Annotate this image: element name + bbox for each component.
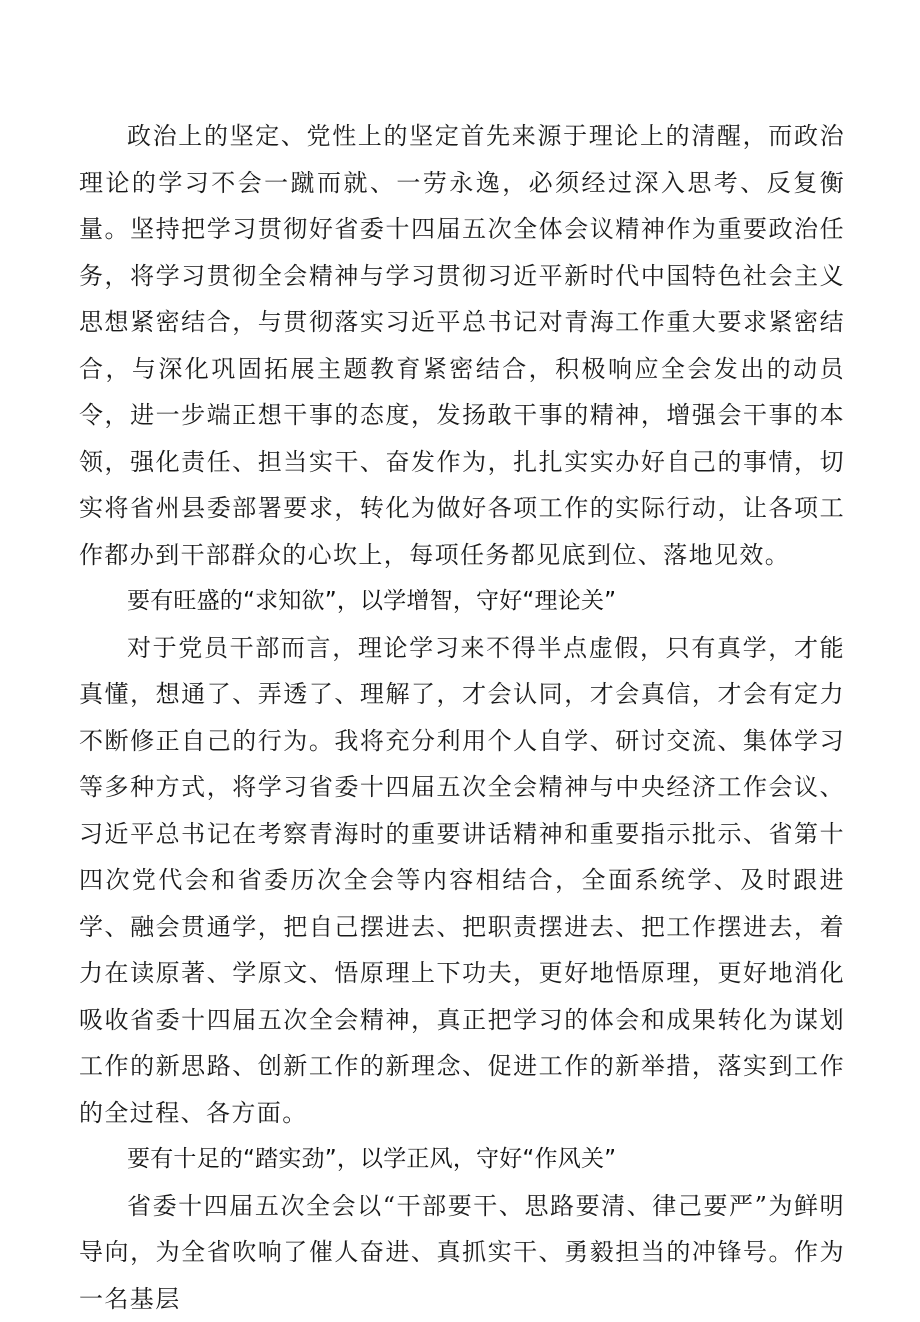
section-heading-2: 要有十足的“踏实劲”，以学正风，守好“作风关” — [79, 1136, 845, 1183]
body-paragraph-1: 政治上的坚定、党性上的坚定首先来源于理论上的清醒，而政治理论的学习不会一蹴而就、一劳永逸，必须经过深入思考、反复衡量。坚持把学习贯彻好省委十四届五次全体会议精神作为重要政治任务，将学习贯彻全会精神与学习贯彻习近平新时代中国特色社会主义思想紧密结合，与贯彻落实习近平总书记对青海工作重大要求紧密结合，与深化巩固拓展主题教育紧密结合，积极响应全会发出的动员令，进一步端正想干事的态度，发扬敢干事的精神，增强会干事的本领，强化责任、担当实干、奋发作为，扎扎实实办好自己的事情，切实将省州县委部署要求，转化为做好各项工作的实际行动，让各项工作都办到干部群众的心坎上，每项任务都见底到位、落地见效。 — [79, 113, 845, 578]
section-heading-1: 要有旺盛的“求知欲”，以学增智，守好“理论关” — [79, 578, 845, 625]
document-body — [79, 113, 845, 1322]
body-paragraph-2: 对于党员干部而言，理论学习来不得半点虚假，只有真学，才能真懂，想通了、弄透了、理解了，才会认同，才会真信，才会有定力不断修正自己的行为。我将充分利用个人自学、研讨交流、集体学习等多种方式，将学习省委十四届五次全会精神与中央经济工作会议、习近平总书记在考察青海时的重要讲话精神和重要指示批示、省第十四次党代会和省委历次全会等内容相结合，全面系统学、及时跟进学、融会贯通学，把自己摆进去、把职责摆进去、把工作摆进去，着力在读原著、学原文、悟原理上下功夫，更好地悟原理，更好地消化吸收省委十四届五次全会精神，真正把学习的体会和成果转化为谋划工作的新思路、创新工作的新理念、促进工作的新举措，落实到工作的全过程、各方面。 — [79, 625, 845, 1137]
body-paragraph-3: 省委十四届五次全会以“干部要干、思路要清、律己要严”为鲜明导向，为全省吹响了催人奋进、真抓实干、勇毅担当的冲锋号。作为一名基层 — [79, 1183, 845, 1322]
